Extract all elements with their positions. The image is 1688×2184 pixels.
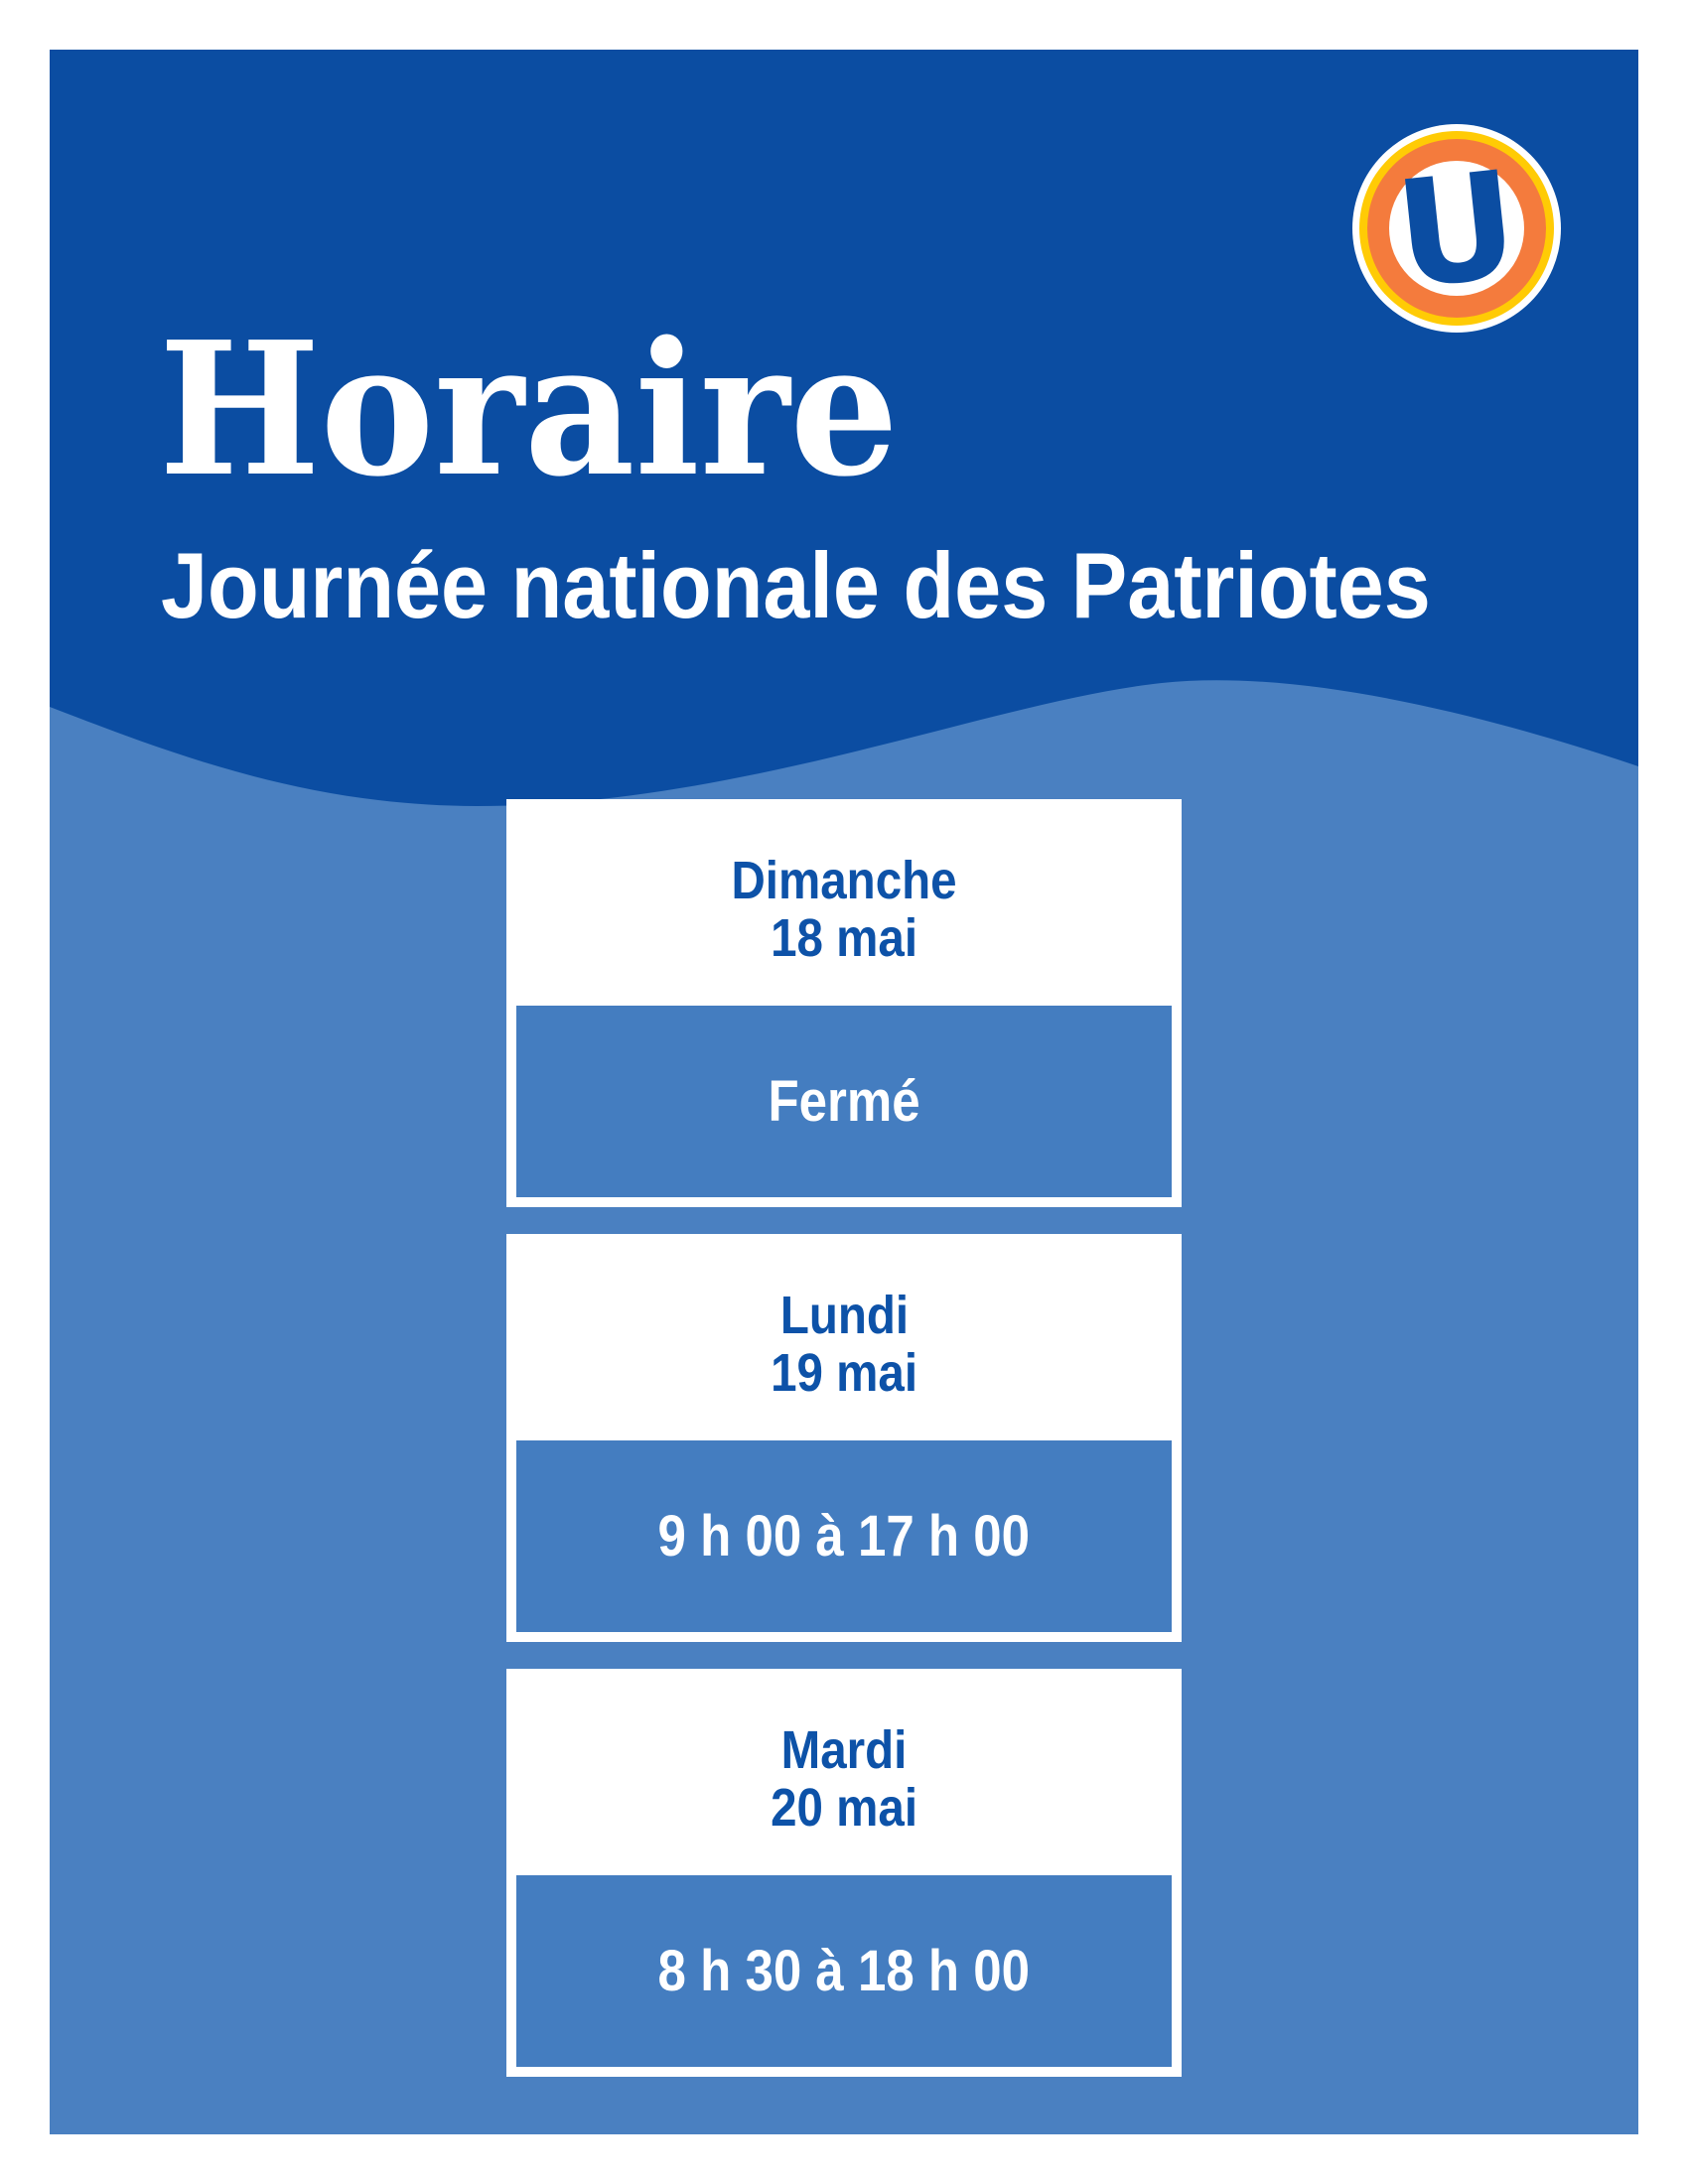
card-day-section [516, 799, 1172, 1006]
page-subtitle: Journée nationale des Patriotes [161, 533, 1431, 637]
hours-panel [516, 1006, 1172, 1197]
hours-label: Fermé [768, 1068, 920, 1134]
u-logo-icon [1342, 114, 1571, 342]
header-band [50, 50, 1638, 647]
poster-content [50, 50, 1638, 2134]
card-day-section [516, 1234, 1172, 1440]
hours-label: 9 h 00 à 17 h 00 [657, 1503, 1031, 1569]
date-label: 20 mai [771, 1778, 917, 1838]
day-label: Mardi [780, 1720, 908, 1780]
schedule-card [506, 1234, 1182, 1642]
day-label: Lundi [779, 1286, 909, 1345]
logo-letter: U [1388, 139, 1525, 322]
card-day-section [516, 1669, 1172, 1875]
schedule-card [506, 799, 1182, 1207]
date-label: 19 mai [771, 1343, 917, 1403]
hours-label: 8 h 30 à 18 h 00 [657, 1938, 1031, 2003]
date-label: 18 mai [771, 908, 917, 968]
schedule-cards [506, 799, 1182, 2077]
schedule-card [506, 1669, 1182, 2077]
page-title: Horaire [159, 301, 899, 517]
hours-panel [516, 1440, 1172, 1632]
hours-panel [516, 1875, 1172, 2067]
day-label: Dimanche [731, 851, 957, 910]
